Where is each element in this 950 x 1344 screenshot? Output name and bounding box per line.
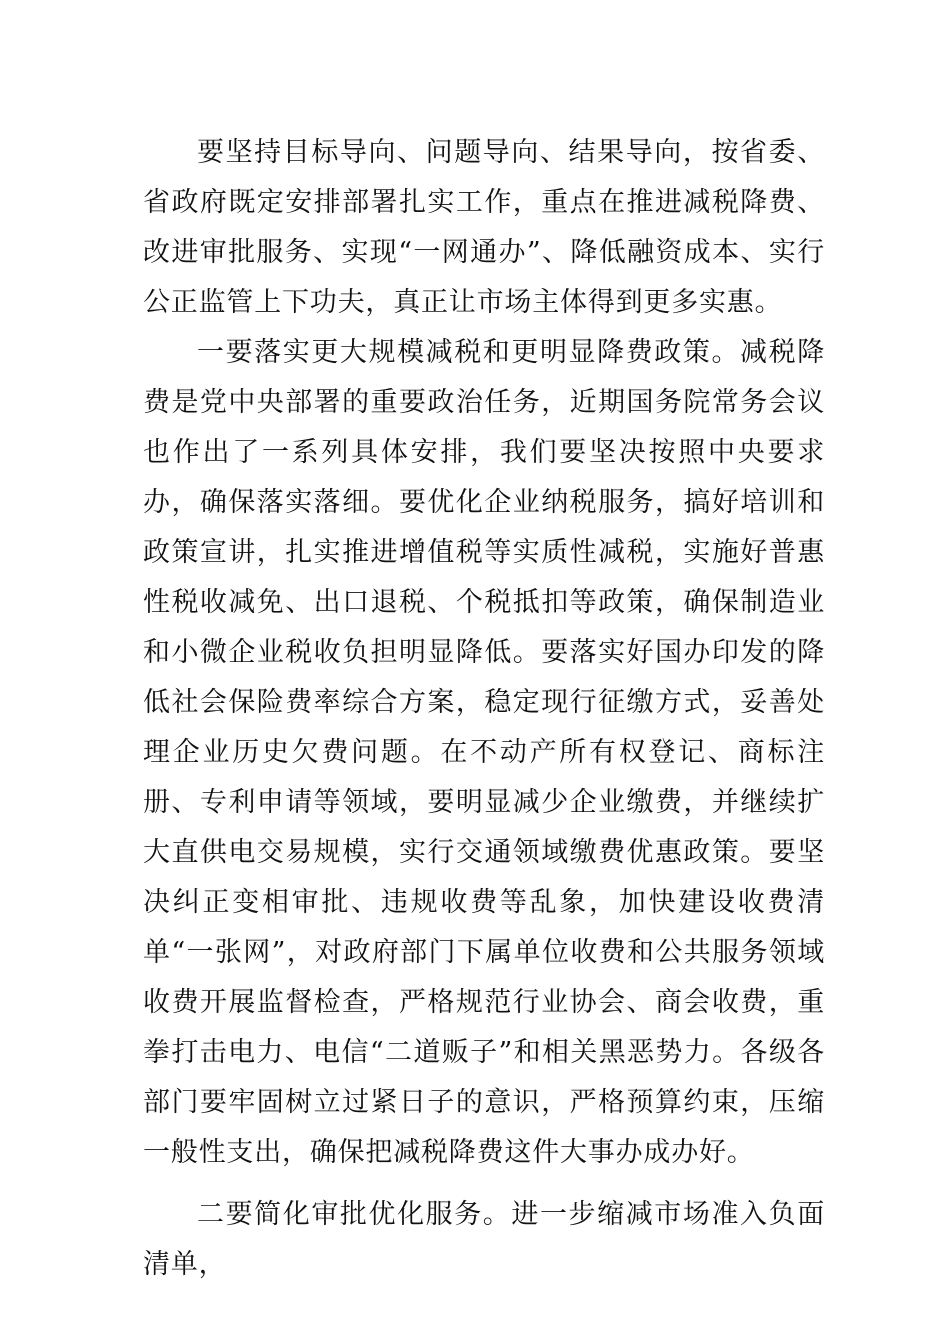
paragraph-intro: 要坚持目标导向、问题导向、结果导向，按省委、省政府既定安排部署扎实工作，重点在推进减税降费、改进审批服务、实现“一网通办”、降低融资成本、实行公正监管上下功夫，真正让市场主体得到更多实惠。 xyxy=(143,137,825,318)
paragraph-approval-simplification: 二要简化审批优化服务。进一步缩减市场准入负面清单， xyxy=(143,1199,825,1280)
paragraph-tax-reduction: 一要落实更大规模减税和更明显降费政策。减税降费是党中央部署的重要政治任务，近期国务院常务会议也作出了一系列具体安排，我们要坚决按照中央要求办，确保落实落细。要优化企业纳税服务，搞好培训和政策宣讲，扎实推进增值税等实质性减税，实施好普惠性税收减免、出口退税、个税抵扣等政策，确保制造业和小微企业税收负担明显降低。要落实好国办印发的降低社会保险费率综合方案，稳定现行征缴方式，妥善处理企业历史欠费问题。在不动产所有权登记、商标注册、专利申请等领域，要明显减少企业缴费，并继续扩大直供电交易规模，实行交通领域缴费优惠政策。要坚决纠正变相审批、违规收费等乱象，加快建设收费清单“一张网”，对政府部门下属单位收费和公共服务领域收费开展监督检查，严格规范行业协会、商会收费，重拳打击电力、电信“二道贩子”和相关黑恶势力。各级各部门要牢固树立过紧日子的意识，严格预算约束，压缩一般性支出，确保把减税降费这件大事办成办好。 xyxy=(143,337,825,1168)
document-body xyxy=(143,128,825,1290)
